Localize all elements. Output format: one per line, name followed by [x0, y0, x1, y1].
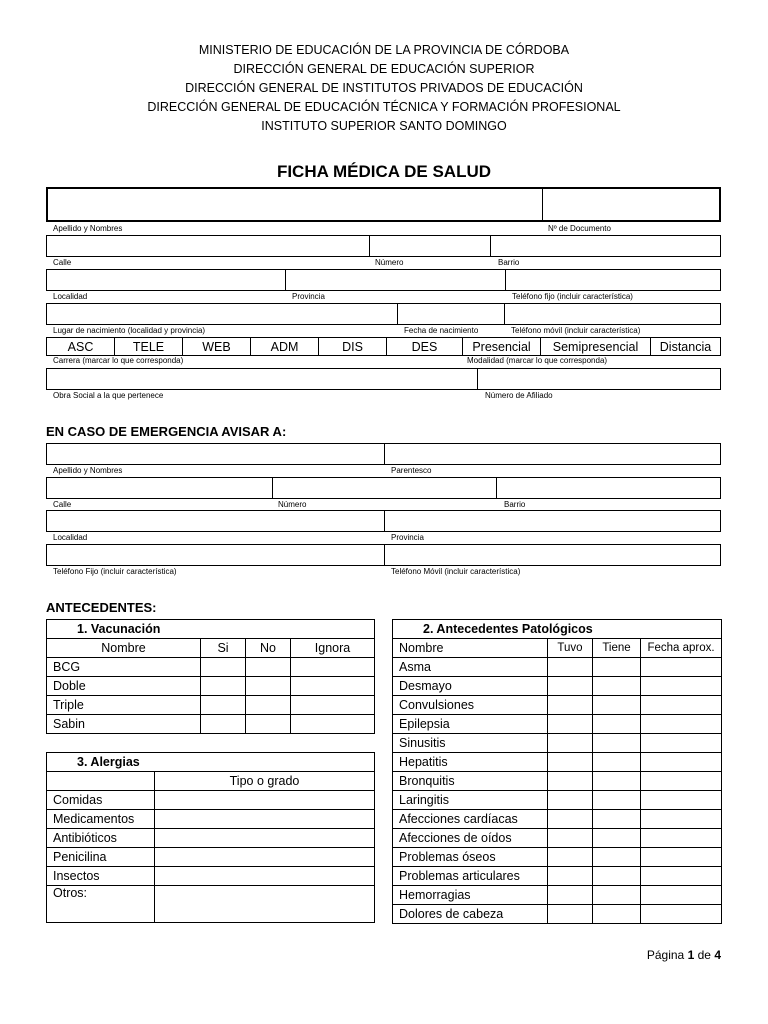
pathology-cell[interactable]	[593, 715, 641, 734]
allergy-name: Comidas	[47, 791, 155, 810]
table-row	[47, 791, 375, 810]
pathology-cell[interactable]	[641, 696, 722, 715]
pathology-name: Laringitis	[393, 791, 548, 810]
vaccination-table	[46, 619, 375, 734]
table-row	[393, 677, 722, 696]
pathology-cell[interactable]	[548, 791, 593, 810]
allergy-name: Otros:	[47, 886, 155, 923]
student-affiliate-label: Número de Afiliado	[485, 391, 553, 400]
antecedentes-heading: ANTECEDENTES:	[46, 600, 157, 615]
emergency-barrio-field[interactable]	[497, 478, 720, 498]
pathology-cell[interactable]	[641, 734, 722, 753]
emergency-locality-label: Localidad	[53, 533, 88, 542]
allergies-table	[46, 752, 375, 923]
student-street-label: Calle	[53, 258, 72, 267]
pathology-cell[interactable]	[593, 696, 641, 715]
student-mobile-field[interactable]	[505, 304, 720, 324]
allergy-cell[interactable]	[155, 886, 375, 923]
emergency-phone-label: Teléfono Fijo (incluir característica)	[53, 567, 177, 576]
emergency-phone-row	[46, 544, 721, 566]
career-option-dis[interactable]: DIS	[319, 338, 387, 355]
table-row	[47, 848, 375, 867]
vaccination-cell[interactable]	[291, 658, 375, 677]
pathology-cell[interactable]	[641, 905, 722, 924]
table-row	[393, 886, 722, 905]
table-row	[47, 829, 375, 848]
vaccination-cell[interactable]	[201, 696, 246, 715]
table-row	[393, 848, 722, 867]
student-affiliate-field[interactable]	[478, 369, 720, 389]
pathology-cell[interactable]	[548, 772, 593, 791]
pathology-name: Epilepsia	[393, 715, 548, 734]
allergy-name: Medicamentos	[47, 810, 155, 829]
table-row	[393, 905, 722, 924]
page-number-current: 1	[687, 948, 695, 962]
career-option-des[interactable]: DES	[387, 338, 463, 355]
table-row	[393, 810, 722, 829]
allergy-cell[interactable]	[155, 829, 375, 848]
allergy-cell[interactable]	[155, 810, 375, 829]
table-row	[47, 810, 375, 829]
allergy-name: Insectos	[47, 867, 155, 886]
student-name-field[interactable]	[48, 189, 542, 220]
emergency-mobile-label: Teléfono Móvil (incluir característica)	[391, 567, 521, 576]
emergency-phone-field[interactable]	[47, 545, 384, 565]
student-insurance-field[interactable]	[47, 369, 477, 389]
table-row	[47, 715, 375, 734]
vaccination-header-name: Nombre	[47, 639, 201, 658]
vaccination-title: 1. Vacunación	[47, 620, 375, 639]
emergency-name-field[interactable]	[47, 444, 384, 464]
emergency-street-field[interactable]	[47, 478, 272, 498]
pathology-title: 2. Antecedentes Patológicos	[393, 620, 722, 639]
career-modality-row	[46, 337, 721, 356]
pathology-table	[392, 619, 722, 924]
pathology-cell[interactable]	[548, 829, 593, 848]
table-row	[393, 734, 722, 753]
vaccination-header-ignora: Ignora	[291, 639, 375, 658]
vaccination-header-si: Si	[201, 639, 246, 658]
pathology-cell[interactable]	[548, 753, 593, 772]
emergency-name-row	[46, 443, 721, 465]
vaccination-name: Sabin	[47, 715, 201, 734]
emergency-relation-label: Parentesco	[391, 466, 432, 475]
table-row	[393, 829, 722, 848]
emergency-locality-field[interactable]	[47, 511, 384, 531]
page-number-prefix: Página	[646, 948, 685, 962]
emergency-heading: EN CASO DE EMERGENCIA AVISAR A:	[46, 424, 287, 439]
vaccination-cell[interactable]	[291, 696, 375, 715]
vaccination-name: Triple	[47, 696, 201, 715]
allergy-cell[interactable]	[155, 848, 375, 867]
pathology-cell[interactable]	[593, 734, 641, 753]
pathology-cell[interactable]	[641, 829, 722, 848]
student-number-field[interactable]	[370, 236, 490, 256]
table-row	[47, 696, 375, 715]
pathology-cell[interactable]	[641, 810, 722, 829]
pathology-cell[interactable]	[641, 848, 722, 867]
header-line-superior: DIRECCIÓN GENERAL DE EDUCACIÓN SUPERIOR	[233, 62, 535, 76]
student-locality-field[interactable]	[47, 270, 285, 290]
student-street-row	[46, 235, 721, 257]
vaccination-cell[interactable]	[201, 677, 246, 696]
pathology-header-name: Nombre	[393, 639, 548, 658]
pathology-cell[interactable]	[593, 677, 641, 696]
allergy-name: Penicilina	[47, 848, 155, 867]
table-row	[47, 658, 375, 677]
pathology-cell[interactable]	[593, 772, 641, 791]
table-row	[393, 658, 722, 677]
emergency-number-label: Número	[278, 500, 307, 509]
table-row	[47, 677, 375, 696]
page-number-total: 4	[714, 948, 721, 962]
vaccination-cell[interactable]	[246, 658, 291, 677]
pathology-cell[interactable]	[593, 658, 641, 677]
pathology-name: Problemas óseos	[393, 848, 548, 867]
student-barrio-label: Barrio	[498, 258, 520, 267]
student-province-field[interactable]	[286, 270, 505, 290]
header-line-institute: INSTITUTO SUPERIOR SANTO DOMINGO	[261, 119, 507, 133]
student-birthplace-label: Lugar de nacimiento (localidad y provincia)	[53, 326, 206, 335]
allergy-cell[interactable]	[155, 867, 375, 886]
emergency-province-label: Provincia	[391, 533, 424, 542]
emergency-number-field[interactable]	[273, 478, 496, 498]
career-option-asc[interactable]: ASC	[47, 338, 115, 355]
modality-option-distancia[interactable]: Distancia	[659, 339, 712, 354]
pathology-cell[interactable]	[593, 829, 641, 848]
pathology-cell[interactable]	[548, 696, 593, 715]
pathology-cell[interactable]	[548, 886, 593, 905]
vaccination-cell[interactable]	[291, 715, 375, 734]
emergency-locality-row	[46, 510, 721, 532]
emergency-name-label: Apellido y Nombres	[53, 466, 123, 475]
pathology-cell[interactable]	[641, 677, 722, 696]
career-label: Carrera (marcar lo que corresponda)	[53, 356, 184, 365]
modality-label: Modalidad (marcar lo que corresponda)	[467, 356, 608, 365]
pathology-cell[interactable]	[548, 810, 593, 829]
student-name-label: Apellido y Nombres	[53, 224, 123, 233]
allergies-header-empty	[47, 772, 155, 791]
student-insurance-label: Obra Social a la que pertenece	[53, 391, 164, 400]
pathology-cell[interactable]	[593, 791, 641, 810]
vaccination-cell[interactable]	[201, 715, 246, 734]
vaccination-cell[interactable]	[291, 677, 375, 696]
table-row	[393, 753, 722, 772]
page-number	[647, 948, 721, 962]
table-row	[393, 772, 722, 791]
table-row	[393, 696, 722, 715]
student-mobile-label: Teléfono móvil (incluir característica)	[511, 326, 641, 335]
student-birth-row	[46, 303, 721, 325]
modality-option-semipresencial[interactable]: Semipresencial	[541, 338, 651, 355]
emergency-relation-field[interactable]	[385, 444, 720, 464]
student-doc-field[interactable]	[543, 189, 719, 220]
table-row	[47, 867, 375, 886]
pathology-cell[interactable]	[593, 753, 641, 772]
pathology-cell[interactable]	[641, 753, 722, 772]
emergency-barrio-label: Barrio	[504, 500, 526, 509]
pathology-cell[interactable]	[593, 810, 641, 829]
header-line-private: DIRECCIÓN GENERAL DE INSTITUTOS PRIVADOS DE EDUCACIÓN	[185, 81, 583, 95]
header-line-ministry: MINISTERIO DE EDUCACIÓN DE LA PROVINCIA DE CÓRDOBA	[198, 43, 570, 57]
student-locality-row	[46, 269, 721, 291]
vaccination-cell[interactable]	[246, 677, 291, 696]
student-province-label: Provincia	[292, 292, 325, 301]
page-title: FICHA MÉDICA DE SALUD	[276, 162, 492, 181]
pathology-name: Convulsiones	[393, 696, 548, 715]
pathology-name: Desmayo	[393, 677, 548, 696]
emergency-street-row	[46, 477, 721, 499]
pathology-cell[interactable]	[593, 905, 641, 924]
pathology-name: Afecciones de oídos	[393, 829, 548, 848]
pathology-cell[interactable]	[548, 848, 593, 867]
student-barrio-field[interactable]	[491, 236, 720, 256]
pathology-name: Hemorragias	[393, 886, 548, 905]
allergy-name: Antibióticos	[47, 829, 155, 848]
pathology-cell[interactable]	[641, 867, 722, 886]
pathology-cell[interactable]	[548, 867, 593, 886]
career-option-web[interactable]: WEB	[183, 338, 251, 355]
student-name-row	[46, 187, 721, 222]
vaccination-header-no: No	[246, 639, 291, 658]
student-locality-label: Localidad	[53, 292, 88, 301]
vaccination-name: BCG	[47, 658, 201, 677]
emergency-province-field[interactable]	[385, 511, 720, 531]
student-birthdate-field[interactable]	[398, 304, 504, 324]
table-row	[47, 886, 375, 923]
pathology-cell[interactable]	[641, 791, 722, 810]
pathology-name: Afecciones cardíacas	[393, 810, 548, 829]
emergency-street-label: Calle	[53, 500, 72, 509]
student-doc-label: Nº de Documento	[548, 224, 611, 233]
pathology-cell[interactable]	[548, 734, 593, 753]
career-option-tele[interactable]: TELE	[115, 338, 183, 355]
vaccination-cell[interactable]	[246, 715, 291, 734]
student-birthdate-label: Fecha de nacimiento	[404, 326, 479, 335]
pathology-header-tiene: Tiene	[593, 639, 641, 658]
pathology-cell[interactable]	[641, 772, 722, 791]
pathology-name: Bronquitis	[393, 772, 548, 791]
student-insurance-row	[46, 368, 721, 390]
pathology-cell[interactable]	[593, 886, 641, 905]
allergies-title: 3. Alergias	[47, 753, 375, 772]
vaccination-cell[interactable]	[201, 658, 246, 677]
pathology-cell[interactable]	[548, 905, 593, 924]
table-row	[393, 715, 722, 734]
table-row	[393, 867, 722, 886]
pathology-name: Hepatitis	[393, 753, 548, 772]
allergy-cell[interactable]	[155, 791, 375, 810]
pathology-cell[interactable]	[593, 848, 641, 867]
student-birthplace-field[interactable]	[47, 304, 397, 324]
pathology-cell[interactable]	[641, 715, 722, 734]
pathology-name: Sinusitis	[393, 734, 548, 753]
pathology-cell[interactable]	[548, 715, 593, 734]
allergies-header-type: Tipo o grado	[155, 772, 375, 791]
student-phone-field[interactable]	[506, 270, 720, 290]
header-line-technical: DIRECCIÓN GENERAL DE EDUCACIÓN TÉCNICA Y FORMACIÓN PROFESIONAL	[147, 100, 621, 114]
vaccination-name: Doble	[47, 677, 201, 696]
student-phone-label: Teléfono fijo (incluir característica)	[512, 292, 633, 301]
pathology-cell[interactable]	[593, 867, 641, 886]
pathology-cell[interactable]	[641, 886, 722, 905]
pathology-header-date: Fecha aprox.	[641, 639, 722, 658]
student-number-label: Número	[375, 258, 404, 267]
modality-option-presencial[interactable]: Presencial	[463, 338, 541, 355]
page-number-of: de	[697, 948, 711, 962]
table-row	[393, 791, 722, 810]
pathology-cell[interactable]	[641, 658, 722, 677]
pathology-name: Problemas articulares	[393, 867, 548, 886]
vaccination-cell[interactable]	[246, 696, 291, 715]
pathology-name: Dolores de cabeza	[393, 905, 548, 924]
pathology-cell[interactable]	[548, 658, 593, 677]
emergency-mobile-field[interactable]	[385, 545, 720, 565]
career-option-adm[interactable]: ADM	[251, 338, 319, 355]
pathology-header-tuvo: Tuvo	[548, 639, 593, 658]
student-street-field[interactable]	[47, 236, 369, 256]
pathology-name: Asma	[393, 658, 548, 677]
pathology-cell[interactable]	[548, 677, 593, 696]
